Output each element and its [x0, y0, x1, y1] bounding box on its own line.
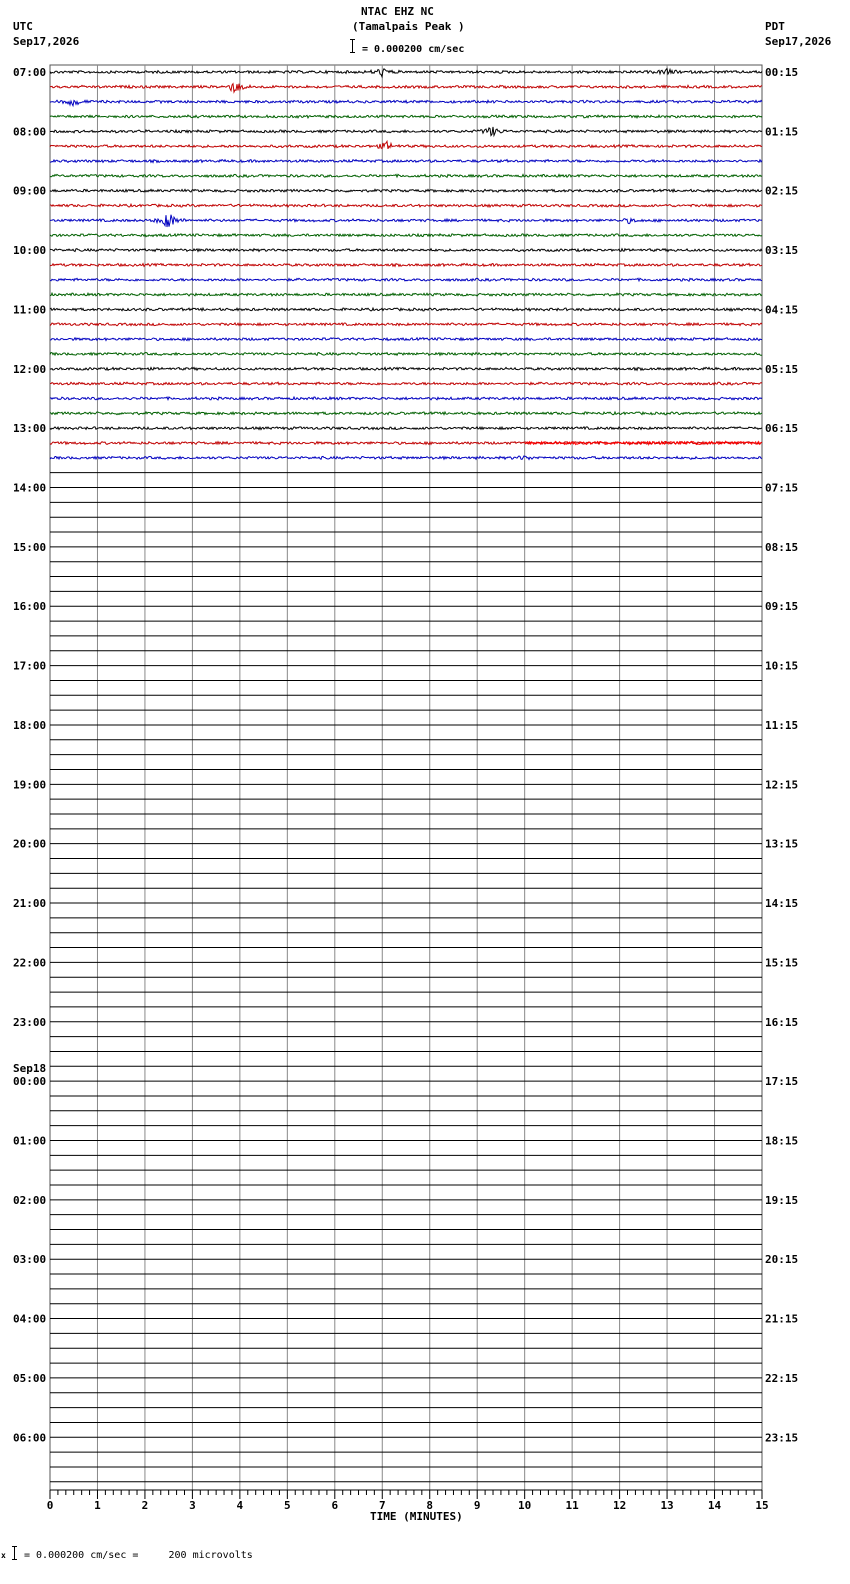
right-hour-label: 04:15 — [765, 303, 799, 317]
x-tick-label: 5 — [284, 1499, 291, 1512]
seismic-trace — [50, 263, 762, 266]
x-tick-label: 12 — [612, 1499, 627, 1512]
scale-bar-icon — [352, 39, 353, 53]
right-hour-label: 14:15 — [765, 897, 799, 911]
seismic-trace — [50, 249, 762, 252]
left-hour-label: 15:00 — [13, 540, 47, 554]
seismic-trace — [50, 69, 762, 77]
seismic-trace — [50, 204, 762, 207]
left-hour-label: 01:00 — [13, 1134, 47, 1148]
station-title: NTAC EHZ NC — [361, 5, 434, 18]
right-hour-label: 17:15 — [765, 1075, 799, 1089]
seismic-trace — [50, 367, 762, 370]
seismic-trace — [50, 278, 762, 281]
x-tick-label: 2 — [141, 1499, 149, 1512]
left-hour-label: 08:00 — [13, 125, 47, 139]
empty-trace-lines — [50, 473, 762, 1482]
footer-prefix: x — [1, 1551, 6, 1560]
left-hour-label: 12:00 — [13, 362, 47, 376]
right-hour-label: 19:15 — [765, 1193, 799, 1207]
x-tick-label: 4 — [236, 1499, 244, 1512]
date-change-label: Sep18 — [13, 1062, 47, 1075]
left-hour-label: 17:00 — [13, 659, 47, 673]
left-hour-label: 03:00 — [13, 1253, 47, 1267]
right-hour-label: 18:15 — [765, 1134, 799, 1148]
left-hour-label: 23:00 — [13, 1015, 47, 1029]
right-hour-label: 12:15 — [765, 778, 799, 792]
left-timezone: UTC — [13, 20, 33, 33]
left-hour-label: 02:00 — [13, 1193, 47, 1207]
left-hour-label: 00:00 — [13, 1075, 47, 1089]
right-hour-label: 01:15 — [765, 125, 799, 139]
left-hour-label: 07:00 — [13, 66, 47, 79]
left-hour-label: 13:00 — [13, 422, 47, 436]
x-tick-label: 6 — [331, 1499, 339, 1512]
x-tick-label: 10 — [518, 1499, 532, 1512]
left-hour-label: 11:00 — [13, 303, 47, 317]
left-hour-label: 06:00 — [13, 1431, 47, 1445]
left-hour-label: 14:00 — [13, 481, 47, 495]
seismic-trace — [50, 308, 762, 311]
right-hour-label: 07:15 — [765, 481, 799, 495]
x-tick-label: 0 — [46, 1499, 54, 1512]
left-hour-label: 22:00 — [13, 956, 47, 970]
x-tick-label: 14 — [707, 1499, 722, 1512]
right-hour-label: 08:15 — [765, 540, 799, 554]
scale-label: = 0.000200 cm/sec — [362, 44, 465, 55]
right-hour-label: 06:15 — [765, 422, 799, 436]
right-hour-label: 02:15 — [765, 184, 799, 198]
left-hour-label: 09:00 — [13, 184, 47, 198]
footer-calibration: = 0.000200 cm/sec = 200 microvolts — [24, 1550, 253, 1561]
left-hour-label: 05:00 — [13, 1371, 47, 1385]
left-hour-label: 16:00 — [13, 600, 47, 614]
station-location: (Tamalpais Peak ) — [352, 20, 465, 33]
right-hour-label: 15:15 — [765, 956, 799, 970]
seismic-trace — [50, 382, 762, 385]
seismic-trace — [50, 397, 762, 400]
x-tick-label: 3 — [189, 1499, 196, 1512]
x-tick-label: 7 — [378, 1499, 386, 1512]
seismic-trace — [50, 141, 762, 149]
left-hour-label: 21:00 — [13, 897, 47, 911]
right-hour-label: 03:15 — [765, 244, 799, 258]
seismic-trace — [50, 174, 762, 177]
plot-frame — [50, 65, 762, 1490]
seismic-trace — [50, 84, 762, 92]
seismic-trace — [50, 456, 762, 460]
right-date: Sep17,2026 — [765, 35, 832, 48]
seismic-trace — [50, 234, 762, 237]
right-hour-label: 11:15 — [765, 718, 799, 732]
right-hour-label: 10:15 — [765, 659, 799, 673]
seismic-trace — [50, 160, 762, 163]
left-hour-label: 04:00 — [13, 1312, 47, 1326]
x-axis-label: TIME (MINUTES) — [370, 1510, 463, 1523]
left-hour-label: 20:00 — [13, 837, 47, 851]
right-timezone: PDT — [765, 20, 785, 33]
x-axis — [47, 1490, 769, 1512]
right-hour-label: 13:15 — [765, 837, 799, 851]
seismic-trace — [50, 115, 762, 118]
right-hour-label: 00:15 — [765, 66, 799, 79]
seismic-trace — [50, 189, 762, 192]
left-hour-label: 19:00 — [13, 778, 47, 792]
x-tick-label: 8 — [426, 1499, 434, 1512]
right-hour-label: 21:15 — [765, 1312, 799, 1326]
footer-scale-bar-icon — [14, 1546, 15, 1560]
right-hour-label: 09:15 — [765, 600, 799, 614]
seismic-traces — [50, 69, 762, 460]
right-hour-label: 16:15 — [765, 1015, 799, 1029]
seismic-trace — [50, 100, 762, 105]
seismic-trace — [50, 427, 762, 430]
x-tick-label: 1 — [94, 1499, 101, 1512]
seismic-trace — [50, 323, 762, 326]
x-tick-label: 15 — [755, 1499, 769, 1512]
time-grid — [50, 65, 762, 1490]
seismic-trace — [50, 215, 762, 227]
seismic-trace — [50, 412, 762, 415]
x-tick-label: 11 — [565, 1499, 579, 1512]
right-hour-label: 22:15 — [765, 1371, 799, 1385]
x-tick-label: 9 — [473, 1499, 481, 1512]
seismic-trace — [50, 338, 762, 341]
right-hour-label: 20:15 — [765, 1253, 799, 1267]
right-hour-label: 05:15 — [765, 362, 799, 376]
seismic-trace — [50, 127, 762, 136]
seismic-trace — [50, 293, 762, 296]
left-date: Sep17,2026 — [13, 35, 80, 48]
left-hour-label: 10:00 — [13, 244, 47, 258]
seismic-trace — [50, 353, 762, 356]
left-hour-label: 18:00 — [13, 718, 47, 732]
x-tick-label: 13 — [660, 1499, 674, 1512]
right-hour-label: 23:15 — [765, 1431, 799, 1445]
